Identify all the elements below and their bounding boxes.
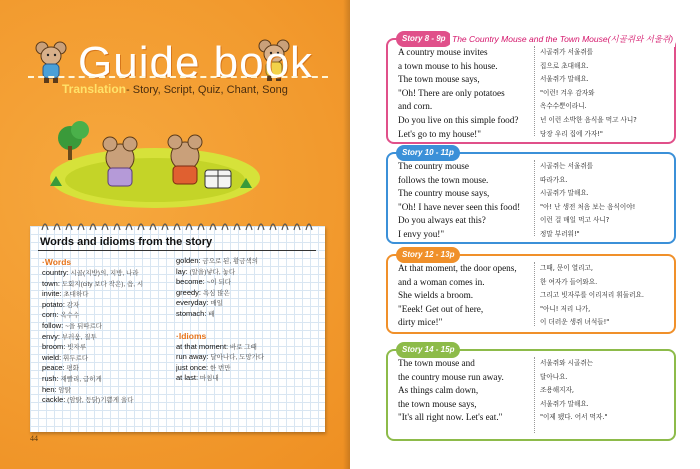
vocab-meaning: 초대하다 [61,291,89,299]
vocab-entry [176,298,316,309]
vocab-word: town: [42,278,60,288]
vocab-meaning: 욕심 많은 [201,289,230,297]
notebook-heading-rule [38,250,316,251]
story-box-3 [386,250,676,334]
story-line: "It's all right now. Let's eat." [398,412,503,423]
story-line: 옥수수뿐이라니. [540,102,587,111]
vocab-meaning: ~이 되다 [204,279,232,287]
column-divider [534,160,535,236]
vocab-word: follow: [42,320,64,330]
subtitle-label: Translation [62,82,127,96]
page-title: Guide book [78,38,314,87]
vocab-meaning: 옥수수 [58,312,80,320]
vocab-entry [42,363,172,374]
vocab-entry [42,310,172,321]
story-line: 이 더러운 생쥐 녀석들!" [540,318,610,327]
story-line: At that moment, the door opens, [398,263,517,273]
column-divider [534,262,535,326]
vocab-word: hen: [42,384,57,394]
story-line: The town mouse says, [398,74,480,85]
story-line: 따라가요. [540,175,568,184]
vocab-entry [42,321,172,332]
story-line: The country mouse says, [398,188,490,199]
vocab-meaning: 마침내 [198,375,219,383]
story-line: "Oh! There are only potatoes [398,87,505,98]
story-line: "Oh! I have never seen this food! [398,201,521,212]
vocab-meaning: 시골(지방)의, 지방, 나라 [68,270,139,277]
story-line: I envy you!" [398,228,445,239]
vocab-entry [42,279,172,290]
vocab-meaning: 암탉 [56,386,71,394]
story-english [398,160,532,242]
vocab-entry [42,300,172,311]
story-line: the town mouse says, [398,398,477,409]
story-line: 집으로 초대해요. [540,61,589,70]
vocab-word: golden: [176,256,201,265]
title-divider [28,76,328,78]
vocab-entry [42,332,172,343]
story-korean [540,262,672,330]
vocab-meaning: (암탉, 등닭)기쁨게 울다 [65,397,134,405]
vocab-entry [176,342,316,353]
vocab-meaning: 금으로 된, 황금색의 [200,258,259,265]
vocab-entry [176,277,316,288]
story-line: "이런! 겨우 감자와 [540,88,595,97]
vocab-meaning: 바로 그때 [228,343,257,351]
vocab-meaning: 부러움, 질투 [59,333,97,341]
story-title: The Country Mouse and the Town Mouse(시골쥐와 서울쥐) [450,31,675,47]
story-line: and a woman comes in. [398,276,485,287]
story-line: "Eeek! Get out of here, [398,303,484,314]
story-line: 조용해지자, [540,386,574,395]
story-line: The town mouse and [398,358,475,368]
story-line: Let's go to my house!" [398,128,481,139]
story-line: As things calm down, [398,385,479,396]
column-divider [534,46,535,136]
vocab-word: invite: [42,289,62,299]
story-line: 한 여자가 들어와요. [540,277,598,286]
vocab-meaning: 재빨리, 급히게 [58,375,102,383]
vocab-entry [176,309,316,320]
story-line: She wields a broom. [398,290,474,301]
vocab-meaning: 빗자루 [65,344,86,352]
story-korean [540,357,672,425]
words-column-1 [42,256,172,406]
story-line: 서울쥐가 말해요. [540,75,589,84]
story-box-2 [386,148,676,244]
story-english [398,46,532,141]
story-line: 서울쥐와 시골쥐는 [540,359,594,367]
vocab-word: just once: [176,362,209,372]
vocab-meaning: 배 [206,310,215,318]
idioms-heading: ·Idioms [176,330,207,341]
story-line: and corn. [398,101,433,112]
story-tag: Story 14 - 15p [396,342,460,358]
vocab-meaning: 도회지(city 보다 작은), 읍, 시 [59,280,144,288]
vocab-meaning: 한 번만 [208,364,231,372]
vocab-entry [42,395,172,406]
story-line: 당장 우리 집에 가자!" [540,129,603,138]
subtitle-text: - Story, Script, Quiz, Chant, Song [126,84,288,96]
story-line: A country mouse invites [398,47,488,57]
vocab-entry [176,256,316,267]
vocab-word: wield: [42,352,62,362]
vocab-word: become: [176,277,205,287]
vocab-word: lay: [176,266,188,276]
vocab-word: country: [42,268,69,277]
vocab-word: corn: [42,310,59,320]
vocab-entry [42,385,172,396]
story-line: "아! 난 생전 처음 보는 음식이야! [540,202,636,211]
story-line: a town mouse to his house. [398,60,498,71]
story-line: dirty mice!" [398,317,443,328]
vocab-meaning: 평화 [64,365,79,373]
subtitle [62,82,288,96]
column-divider [534,357,535,433]
story-line: 정말 부러워!" [540,229,580,238]
spiral-binding-icon [36,218,321,232]
story-line: 그때, 문이 열리고, [540,264,593,272]
vocab-word: stomach: [176,308,207,318]
story-line: 달아나요. [540,372,568,381]
vocab-entry [42,353,172,364]
vocab-entry [42,374,172,385]
page-number: 44 [30,434,38,443]
vocab-word: at that moment: [176,341,229,351]
story-line: The country mouse [398,161,469,171]
vocab-entry [176,352,316,363]
vocab-word: peace: [42,363,65,373]
story-line: Do you always eat this? [398,215,486,226]
vocab-word: rush: [42,373,59,383]
vocab-word: at last: [176,373,199,383]
vocab-word: run away: [176,352,209,362]
story-line: the country mouse run away. [398,371,504,382]
story-box-1 [386,34,676,144]
vocab-meaning: (알을)낳다, 놓다 [187,268,236,276]
vocab-entry [42,289,172,300]
story-box-4 [386,345,676,441]
vocab-word: potato: [42,299,65,309]
story-english [398,262,532,330]
words-heading: ·Words [42,257,72,267]
story-korean [540,46,672,141]
story-line: "아니! 저리 나가, [540,304,591,313]
vocab-word: everyday: [176,298,209,308]
story-line: follows the town mouse. [398,174,489,185]
story-korean [540,160,672,242]
story-tag: Story 10 - 11p [396,145,460,161]
vocab-meaning: 매일 [208,300,223,308]
vocab-entry [176,288,316,299]
story-tag: Story 12 - 13p [396,247,460,263]
vocab-word: broom: [42,342,66,352]
vocab-entry [176,373,316,384]
story-line: 그리고 빗자루를 이리저리 휘둘러요. [540,291,644,300]
vocab-word: envy: [42,331,60,341]
words-column-2 [176,256,316,384]
vocab-word: cackle: [42,395,66,405]
vocab-meaning: 달아나다, 도망가다 [208,354,265,362]
story-line: 시골쥐가 말해요. [540,189,589,198]
story-line: 이런 걸 매일 먹고 사니? [540,216,610,225]
vocab-entry [176,363,316,374]
story-line: 시골쥐가 서울쥐를 [540,48,594,56]
vocab-meaning: ~을 뒤따르다 [63,322,103,330]
vocab-entry [42,342,172,353]
story-english [398,357,532,425]
story-tag: Story 8 - 9p [396,31,452,47]
story-line: 시골쥐는 서울쥐를 [540,162,594,170]
vocab-word: greedy: [176,287,202,297]
vocab-meaning: 휘두르다 [61,354,89,362]
vocabulary-notebook [30,226,325,432]
story-line: Do you live on this simple food? [398,114,519,125]
vocab-meaning: 감자 [64,301,80,309]
story-line: "이제 됐다. 어서 먹자." [540,413,608,422]
mice-meadow-illustration [40,108,270,218]
vocab-entry [176,267,316,278]
notebook-heading: Words and idioms from the story [40,236,213,248]
story-line: 서울쥐가 말해요. [540,399,589,408]
vocab-entry [42,268,172,279]
story-line: 넌 이런 소박한 음식을 먹고 사니? [540,115,637,124]
